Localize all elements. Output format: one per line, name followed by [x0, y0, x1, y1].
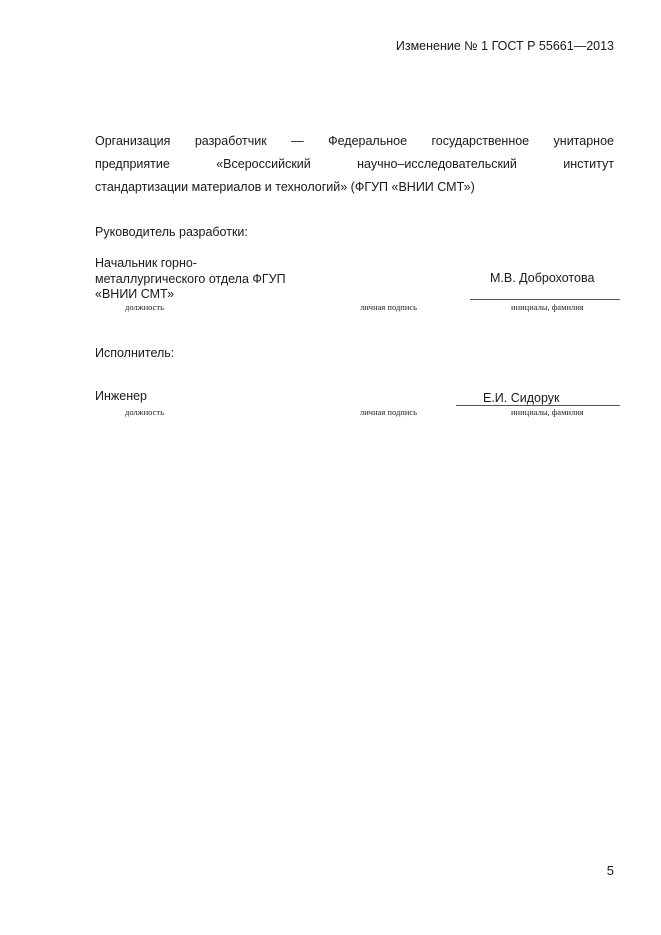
page-number: 5 [606, 863, 614, 878]
document-header: Изменение № 1 ГОСТ Р 55661—2013 [395, 39, 614, 53]
word: Федеральное [328, 134, 408, 148]
developer-position [95, 256, 286, 303]
organization-paragraph [95, 130, 614, 199]
developer-label: Руководитель разработки: [95, 225, 248, 239]
word: государственное [431, 134, 530, 148]
position-line: Начальник горно- [95, 256, 198, 270]
paragraph-line-1 [95, 130, 614, 153]
developer-caption-position: должность [125, 302, 164, 312]
executor-position: Инженер [95, 389, 148, 403]
developer-name: М.В. Доброхотова [490, 271, 595, 285]
word: «Всероссийский [216, 157, 311, 171]
executor-label: Исполнитель: [95, 346, 175, 360]
word: разработчик [194, 134, 267, 148]
paragraph-line-2 [95, 153, 614, 176]
word: унитарное [553, 134, 614, 148]
executor-caption-position: должность [125, 407, 164, 417]
executor-caption-signature: личная подпись [360, 407, 418, 417]
word: научно–исследовательский [357, 157, 517, 171]
word: — [291, 134, 304, 148]
developer-name-underline [470, 299, 620, 300]
developer-caption-signature: личная подпись [360, 302, 418, 312]
executor-caption-name: инициалы, фамилия [511, 407, 584, 417]
executor-name: Е.И. Сидорук [483, 391, 560, 405]
developer-caption-name: инициалы, фамилия [511, 302, 584, 312]
word: Организация [95, 134, 171, 148]
position-line: «ВНИИ СМТ» [95, 287, 175, 301]
executor-name-underline [456, 405, 620, 406]
word: предприятие [95, 157, 170, 171]
paragraph-line-3: стандартизации материалов и технологий» (ФГУП «ВНИИ СМТ») [95, 180, 475, 194]
position-line: металлургического отдела ФГУП [95, 271, 286, 286]
word: институт [563, 157, 614, 171]
